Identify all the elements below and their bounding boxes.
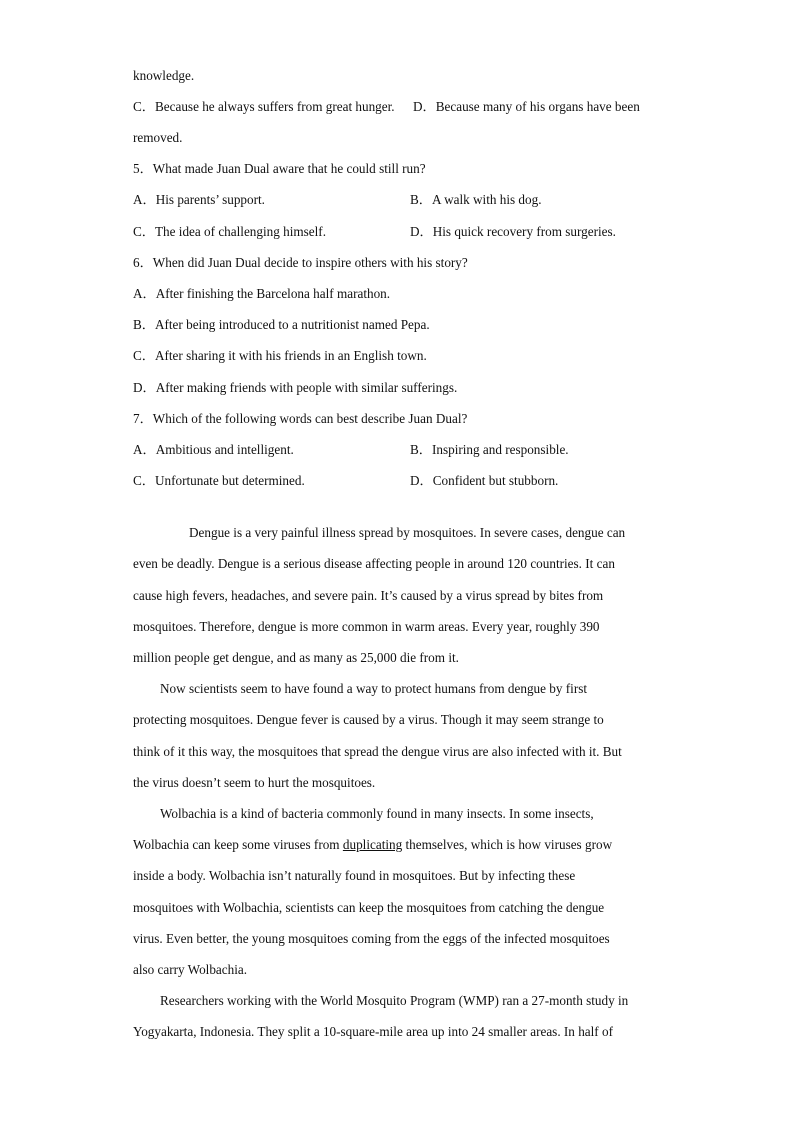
q4-option-c: C．Because he always suffers from great hunger. [133, 99, 395, 114]
q5-option-b: B．A walk with his dog. [410, 192, 542, 207]
passage-p4-line: Yogyakarta, Indonesia. They split a 10-square-mile area up into 24 smaller areas. In half of [133, 1024, 613, 1039]
passage-p3-line: virus. Even better, the young mosquitoes coming from the eggs of the infected mosquitoes [133, 931, 610, 946]
q7-option-c: C．Unfortunate but determined. [133, 473, 305, 488]
passage-p1-line: even be deadly. Dengue is a serious disease affecting people in around 120 countries. It can [133, 556, 615, 571]
passage-p3-line: inside a body. Wolbachia isn’t naturally found in mosquitoes. But by infecting these [133, 868, 576, 883]
underlined-word: duplicating [342, 837, 403, 852]
passage-p4-line: Researchers working with the World Mosquito Program (WMP) ran a 27-month study in [160, 993, 629, 1008]
passage-p3-line: Wolbachia is a kind of bacteria commonly found in many insects. In some insects, [160, 806, 594, 821]
q4-option-d: D．Because many of his organs have been [413, 99, 640, 114]
text-span: Wolbachia can keep some viruses from [133, 837, 343, 852]
q6-stem: 6．When did Juan Dual decide to inspire others with his story? [133, 255, 468, 270]
q4-continued-text: knowledge. [133, 68, 195, 83]
q4-option-d-continued: removed. [133, 130, 183, 145]
q6-option-d: D．After making friends with people with similar sufferings. [133, 380, 458, 395]
q7-stem: 7．Which of the following words can best describe Juan Dual? [133, 411, 468, 426]
passage-p3-line-with-underline [133, 837, 612, 853]
passage-p1-line: mosquitoes. Therefore, dengue is more common in warm areas. Every year, roughly 390 [133, 619, 600, 634]
passage-p2-line: think of it this way, the mosquitoes that spread the dengue virus are also infected with it. But [133, 744, 622, 759]
q6-option-a: A．After finishing the Barcelona half marathon. [133, 286, 391, 301]
passage-p3-line: mosquitoes with Wolbachia, scientists can keep the mosquitoes from catching the dengue [133, 900, 605, 915]
passage-p1-line: million people get dengue, and as many as 25,000 die from it. [133, 650, 459, 665]
passage-p2-line: Now scientists seem to have found a way to protect humans from dengue by first [160, 681, 588, 696]
q6-option-c: C．After sharing it with his friends in an English town. [133, 348, 427, 363]
passage-p2-line: protecting mosquitoes. Dengue fever is caused by a virus. Though it may seem strange to [133, 712, 604, 727]
q5-option-a: A．His parents’ support. [133, 192, 265, 207]
passage-p1-line: Dengue is a very painful illness spread by mosquitoes. In severe cases, dengue can [189, 525, 626, 540]
q5-stem: 5．What made Juan Dual aware that he could still run? [133, 161, 426, 176]
q5-option-c: C．The idea of challenging himself. [133, 224, 326, 239]
q7-option-d: D．Confident but stubborn. [410, 473, 559, 488]
text-span: themselves, which is how viruses grow [402, 837, 613, 852]
q5-option-d: D．His quick recovery from surgeries. [410, 224, 616, 239]
passage-p2-line: the virus doesn’t seem to hurt the mosquitoes. [133, 775, 376, 790]
passage-p1-line: cause high fevers, headaches, and severe pain. It’s caused by a virus spread by bites from [133, 588, 604, 603]
q6-option-b: B．After being introduced to a nutritionist named Pepa. [133, 317, 430, 332]
q7-option-a: A．Ambitious and intelligent. [133, 442, 294, 457]
passage-p3-line: also carry Wolbachia. [133, 962, 248, 977]
q7-option-b: B．Inspiring and responsible. [410, 442, 569, 457]
